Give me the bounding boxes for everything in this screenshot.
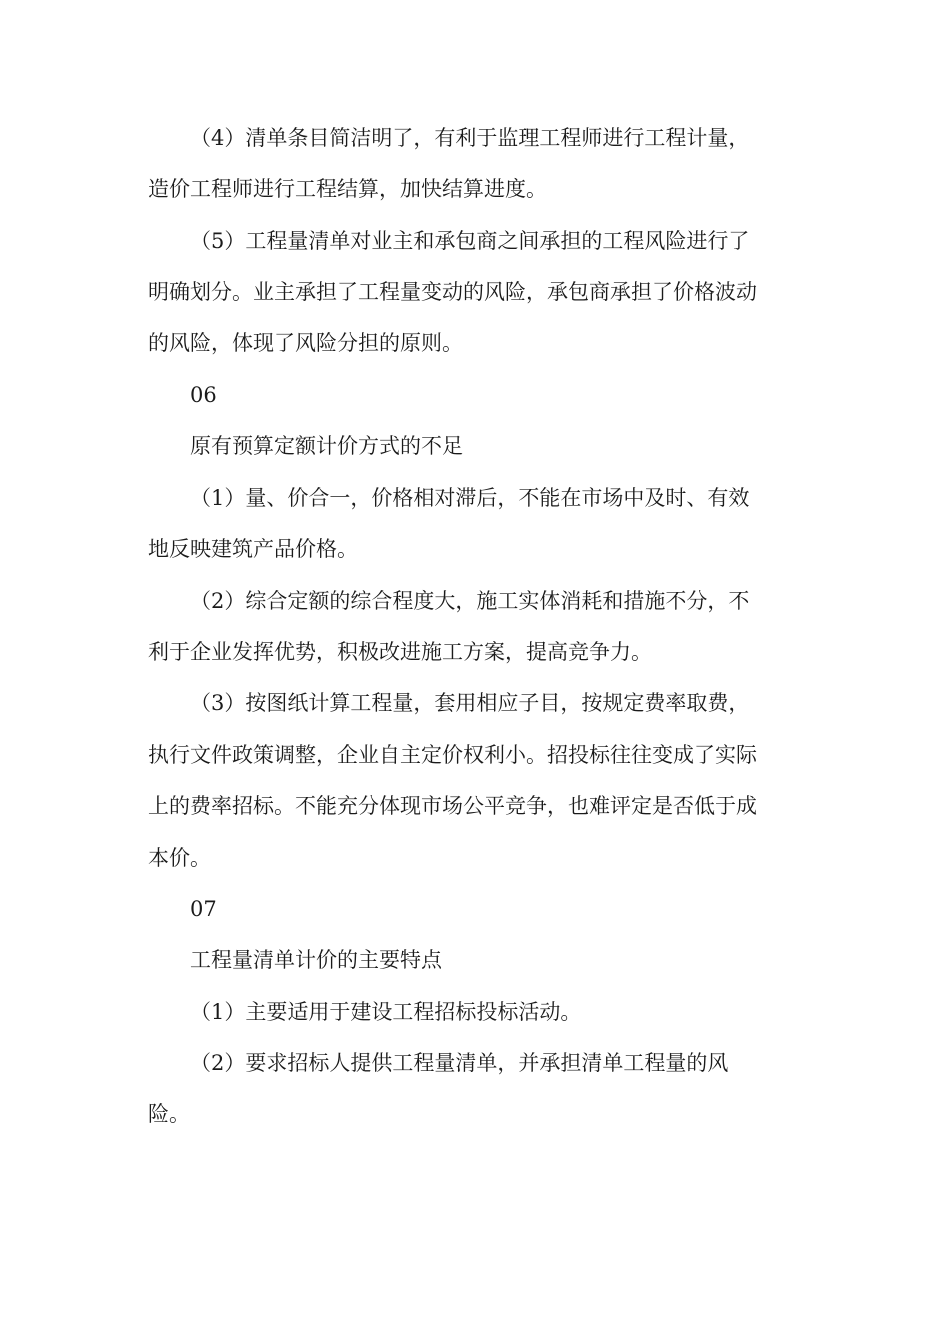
paragraph-line: 造价工程师进行工程结算，加快结算进度。 (148, 177, 547, 201)
section-heading: 工程量清单计价的主要特点 (190, 948, 442, 972)
paragraph-line: （2）要求招标人提供工程量清单，并承担清单工程量的风 (190, 1051, 729, 1075)
paragraph-line: 地反映建筑产品价格。 (148, 537, 358, 561)
paragraph-line: （5）工程量清单对业主和承包商之间承担的工程风险进行了 (190, 229, 750, 253)
paragraph-line: 利于企业发挥优势，积极改进施工方案，提高竞争力。 (148, 640, 652, 664)
section-number: 07 (190, 897, 217, 921)
paragraph-line: 上的费率招标。不能充分体现市场公平竞争，也难评定是否低于成 (148, 794, 757, 818)
paragraph-line: 明确划分。业主承担了工程量变动的风险，承包商承担了价格波动 (148, 280, 757, 304)
section-number: 06 (190, 383, 217, 407)
paragraph-line: 险。 (148, 1102, 190, 1126)
paragraph-line: 本价。 (148, 846, 211, 870)
paragraph-line: 的风险，体现了风险分担的原则。 (148, 331, 463, 355)
paragraph-line: （2）综合定额的综合程度大，施工实体消耗和措施不分，不 (190, 589, 750, 613)
section-heading: 原有预算定额计价方式的不足 (190, 434, 463, 458)
paragraph-line: （3）按图纸计算工程量，套用相应子目，按规定费率取费， (190, 691, 750, 715)
paragraph-line: （1）主要适用于建设工程招标投标活动。 (190, 1000, 582, 1024)
paragraph-line: （1）量、价合一，价格相对滞后，不能在市场中及时、有效 (190, 486, 750, 510)
paragraph-line: 执行文件政策调整，企业自主定价权利小。招投标往往变成了实际 (148, 743, 757, 767)
paragraph-line: （4）清单条目简洁明了，有利于监理工程师进行工程计量， (190, 126, 750, 150)
